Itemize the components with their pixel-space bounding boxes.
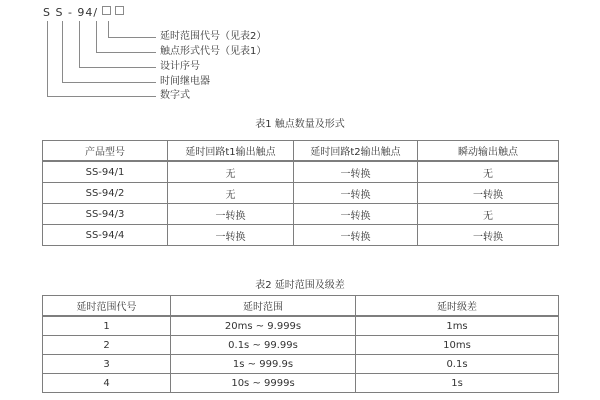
cell-instant: 无 (418, 161, 559, 183)
label-delay-range-code: 延时范围代号（见表2） (160, 31, 267, 42)
cell-delay-step: 0.1s (356, 355, 559, 374)
branch-line-digital-type (47, 21, 156, 97)
cell-delay-step: 1ms (356, 316, 559, 336)
table1-header-row (43, 141, 559, 162)
cell-t2: 一转换 (294, 161, 418, 183)
table-row (43, 183, 559, 204)
table2-header-row (43, 296, 559, 317)
cell-range-code: 2 (43, 336, 171, 355)
cell-model: SS-94/3 (43, 204, 168, 225)
cell-model: SS-94/2 (43, 183, 168, 204)
table1-header-product-model: 产品型号 (43, 141, 168, 162)
table1-contact-forms (42, 140, 559, 246)
table2-delay-ranges (42, 295, 559, 393)
table2-header-delay-range: 延时范围 (171, 296, 356, 317)
table-row (43, 374, 559, 393)
table2-header-range-code: 延时范围代号 (43, 296, 171, 317)
cell-delay-range: 10s ~ 9999s (171, 374, 356, 393)
table1-header-t2-contact: 延时回路t2输出触点 (294, 141, 418, 162)
table-row (43, 161, 559, 183)
cell-t2: 一转换 (294, 225, 418, 246)
label-contact-form-code: 触点形式代号（见表1） (160, 46, 267, 57)
table1-header-instant-contact: 瞬动输出触点 (418, 141, 559, 162)
cell-instant: 无 (418, 204, 559, 225)
cell-t2: 一转换 (294, 204, 418, 225)
table-row (43, 204, 559, 225)
table2-title: 表2 延时范围及级差 (255, 280, 345, 291)
cell-delay-step: 10ms (356, 336, 559, 355)
contact-code-placeholder-box (102, 6, 111, 15)
cell-range-code: 1 (43, 316, 171, 336)
table1-header-t1-contact: 延时回路t1输出触点 (168, 141, 294, 162)
delay-range-code-placeholder-box (115, 6, 124, 15)
cell-t1: 无 (168, 161, 294, 183)
cell-t1: 一转换 (168, 204, 294, 225)
cell-delay-range: 1s ~ 999.9s (171, 355, 356, 374)
label-digital-type: 数字式 (160, 90, 190, 101)
table-row (43, 225, 559, 246)
label-design-serial: 设计序号 (160, 61, 200, 72)
cell-range-code: 3 (43, 355, 171, 374)
cell-t1: 无 (168, 183, 294, 204)
table2-header-delay-step: 延时级差 (356, 296, 559, 317)
table1-title: 表1 触点数量及形式 (255, 119, 345, 130)
cell-model: SS-94/4 (43, 225, 168, 246)
table-row (43, 316, 559, 336)
cell-t1: 一转换 (168, 225, 294, 246)
cell-instant: 一转换 (418, 183, 559, 204)
cell-t2: 一转换 (294, 183, 418, 204)
cell-range-code: 4 (43, 374, 171, 393)
model-code-text: S S - 94/ (43, 6, 99, 19)
cell-delay-range: 20ms ~ 9.999s (171, 316, 356, 336)
table-row (43, 355, 559, 374)
table-row (43, 336, 559, 355)
cell-model: SS-94/1 (43, 161, 168, 183)
model-code (43, 6, 124, 19)
cell-delay-step: 1s (356, 374, 559, 393)
label-time-relay: 时间继电器 (160, 76, 210, 87)
cell-instant: 一转换 (418, 225, 559, 246)
cell-delay-range: 0.1s ~ 99.99s (171, 336, 356, 355)
